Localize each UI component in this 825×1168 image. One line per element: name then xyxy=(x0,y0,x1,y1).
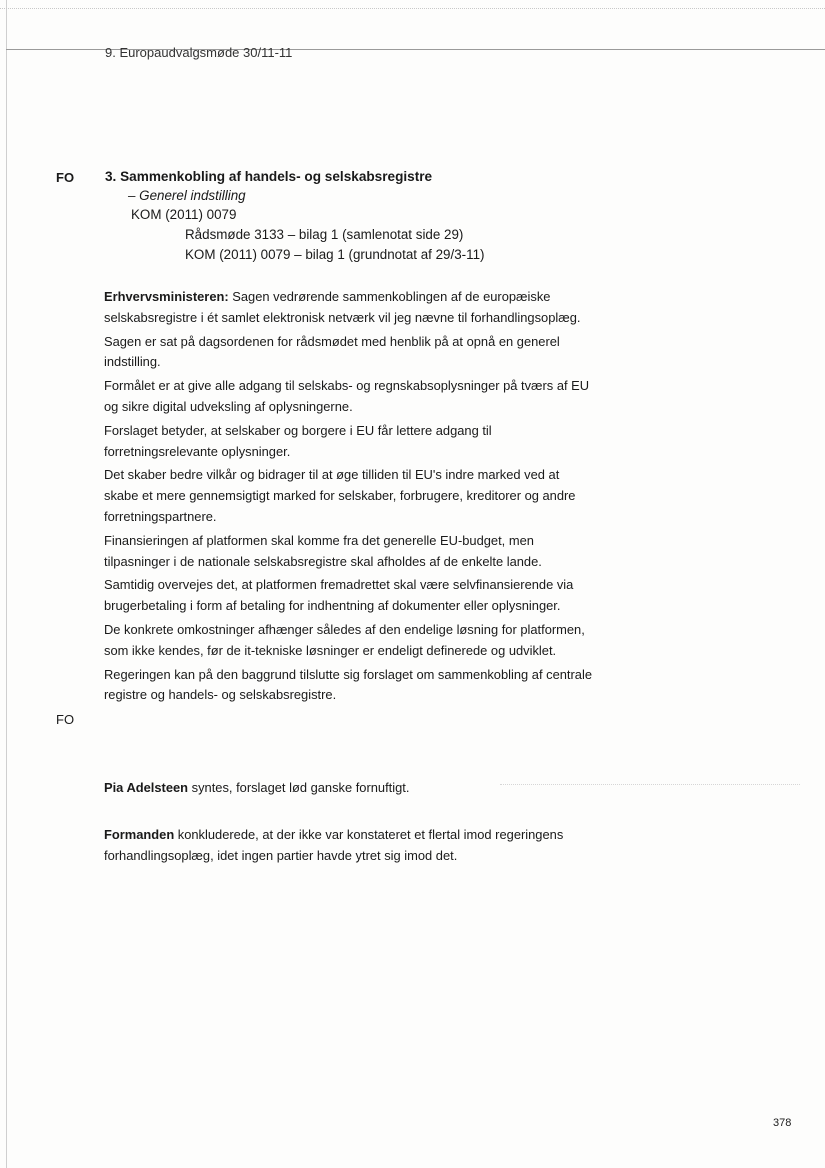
agenda-item-kom-number: KOM (2011) 0079 xyxy=(131,207,237,222)
statement-conclusion: Regeringen kan på den baggrund tilslutte sig forslaget om sammenkobling af centrale registre og handels- og selskabsregistre. xyxy=(104,666,592,703)
statement-paragraph xyxy=(104,825,594,867)
running-header: 9. Europaudvalgsmøde 30/11-11 xyxy=(105,45,293,60)
fo-margin-tag: FO xyxy=(56,712,75,727)
fo-margin-tag: FO xyxy=(56,170,75,185)
chair-statement xyxy=(104,825,594,870)
paragraph-text: Sagen vedrørende sammenkoblingen af de europæiske selskabsregistre i ét samlet elektronisk netværk vil jeg nævne til forhandlingsoplæg. xyxy=(104,289,581,325)
paragraph-text: syntes, forslaget lød ganske fornuftigt. xyxy=(188,780,410,795)
statement-paragraph: Forslaget betyder, at selskaber og borgere i EU får lettere adgang til forretningsrelevante oplysninger. xyxy=(104,422,492,459)
scan-artifact-line xyxy=(500,784,800,786)
left-margin-rule xyxy=(6,0,7,1168)
speaker-name: Formanden xyxy=(104,827,175,842)
statement-paragraph: Det skaber bedre vilkår og bidrager til at øge tilliden til EU's indre marked ved at skabe et mere gennemsigtigt marked for selskaber, forbrugere, kreditorer og andre forretningspartnere. xyxy=(104,467,576,524)
top-scan-edge xyxy=(0,8,825,10)
speaker-name: Erhvervsministeren: xyxy=(104,289,229,304)
reference-line: KOM (2011) 0079 – bilag 1 (grundnotat af 29/3-11) xyxy=(185,247,485,262)
reference-line: Rådsmøde 3133 – bilag 1 (samlenotat side 29) xyxy=(185,227,464,242)
statement-paragraph xyxy=(104,778,594,799)
agenda-item-title: 3. Sammenkobling af handels- og selskabsregistre xyxy=(105,169,433,184)
statement-paragraph xyxy=(104,287,594,329)
speaker-name: Pia Adelsteen xyxy=(104,780,189,795)
statement-paragraph: Formålet er at give alle adgang til selskabs- og regnskabsoplysninger på tværs af EU og sikre digital udveksling af oplysningerne. xyxy=(104,378,590,414)
statement-paragraph: Samtidig overvejes det, at platformen fremadrettet skal være selvfinansierende via brugerbetaling i form af betaling for indhentning af dokumenter eller oplysninger. xyxy=(104,577,574,614)
pia-statement xyxy=(104,778,594,802)
statement-paragraph: Sagen er sat på dagsordenen for rådsmødet med henblik på at opnå en generel indstilling. xyxy=(104,333,560,370)
agenda-item-subtitle: – Generel indstilling xyxy=(128,188,246,203)
paragraph-text: konkluderede, at der ikke var konstateret et flertal imod regeringens forhandlingsoplæg, idet ingen partier havde ytret sig imod det. xyxy=(104,827,564,863)
statement-paragraph: Finansieringen af platformen skal komme fra det generelle EU-budget, men tilpasninger i de nationale selskabsregistre skal afholdes af de enkelte lande. xyxy=(104,532,542,569)
page-number: 378 xyxy=(773,1117,792,1129)
statement-paragraph: De konkrete omkostninger afhænger således af den endelige løsning for platformen, som ikke kendes, før de it-tekniske løsninger er endeligt definerede og udviklet. xyxy=(104,621,585,658)
minister-statement xyxy=(104,287,594,709)
